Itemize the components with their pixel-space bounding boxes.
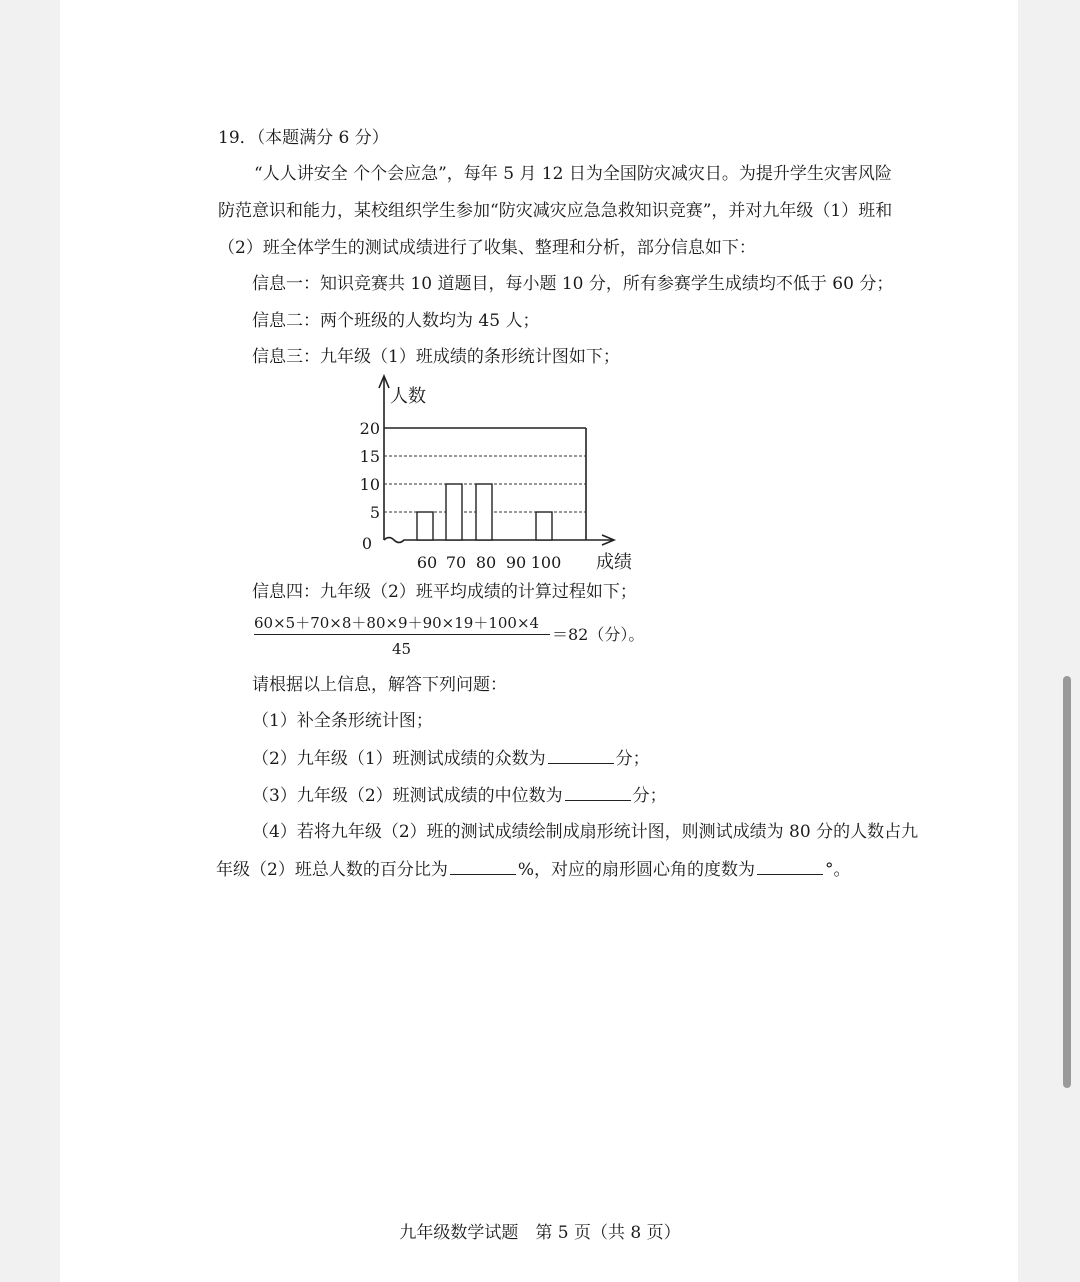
info-two: 信息二：两个班级的人数均为 45 人；: [252, 311, 540, 331]
question-4-mid: %，对应的扇形圆心角的度数为: [517, 860, 755, 880]
x-tick-label: 90: [505, 553, 527, 572]
formula-numerator: 60×5＋70×8＋80×9＋90×19＋100×4: [254, 614, 540, 632]
intro-line-2: 防范意识和能力，某校组织学生参加“防灾减灾应急急救知识竞赛”，并对九年级（1）班和: [218, 201, 893, 221]
y-tick-label: 5: [369, 503, 380, 522]
y-tick-label: 15: [359, 447, 380, 466]
x-tick-label: 80: [475, 553, 497, 572]
page-footer: 九年级数学试题 第 5 页（共 8 页）: [399, 1223, 681, 1243]
bar: [476, 484, 492, 540]
answer-blank-3[interactable]: [565, 783, 631, 801]
bar: [417, 512, 433, 540]
question-3-text: （3）九年级（2）班测试成绩的中位数为: [252, 786, 563, 806]
problem-number: 19．（本题满分 6 分）: [218, 128, 389, 148]
x-tick-label: 70: [445, 553, 467, 572]
y-axis-label: 人数: [390, 386, 426, 407]
fraction-bar: [254, 634, 550, 635]
y-tick-label: 20: [359, 419, 380, 438]
question-4-line-1: （4）若将九年级（2）班的测试成绩绘制成扇形统计图，则测试成绩为 80 分的人数占九: [252, 822, 919, 842]
x-axis-label: 成绩: [596, 552, 632, 573]
scrollbar[interactable]: [1063, 676, 1071, 1088]
formula-result: ＝82（分）。: [552, 625, 645, 644]
answer-blank-4b[interactable]: [757, 857, 823, 875]
answer-blank-4a[interactable]: [450, 857, 516, 875]
question-2-unit: 分；: [615, 749, 650, 769]
question-prompt: 请根据以上信息，解答下列问题：: [252, 675, 507, 695]
intro-line-3: （2）班全体学生的测试成绩进行了收集、整理和分析，部分信息如下：: [218, 238, 756, 258]
question-2: [252, 746, 650, 771]
formula-denominator: 45: [392, 640, 412, 658]
question-1: （1）补全条形统计图；: [252, 711, 433, 731]
info-three: 信息三：九年级（1）班成绩的条形统计图如下；: [252, 347, 620, 367]
bar: [446, 484, 462, 540]
question-4-text: 年级（2）班总人数的百分比为: [216, 860, 448, 880]
intro-line-1: “人人讲安全 个个会应急”，每年 5 月 12 日为全国防灾减灾日。为提升学生灾害风险: [254, 164, 892, 184]
y-tick-label: 10: [359, 475, 380, 494]
bar-chart: [350, 372, 650, 578]
x-tick-label: 60: [416, 553, 438, 572]
info-one: 信息一：知识竞赛共 10 道题目，每小题 10 分，所有参赛学生成绩均不低于 60 分；: [252, 274, 894, 294]
question-4-end: °。: [824, 860, 851, 880]
y-tick-label: 0: [361, 534, 372, 553]
question-2-text: （2）九年级（1）班测试成绩的众数为: [252, 749, 546, 769]
info-four: 信息四：九年级（2）班平均成绩的计算过程如下；: [252, 582, 637, 602]
question-3: [252, 783, 667, 808]
exam-page: [60, 0, 1018, 1282]
bar: [536, 512, 552, 540]
answer-blank-2[interactable]: [548, 746, 614, 764]
question-4-line-2: [216, 857, 850, 882]
question-3-unit: 分；: [632, 786, 667, 806]
x-tick-label: 100: [530, 553, 562, 572]
